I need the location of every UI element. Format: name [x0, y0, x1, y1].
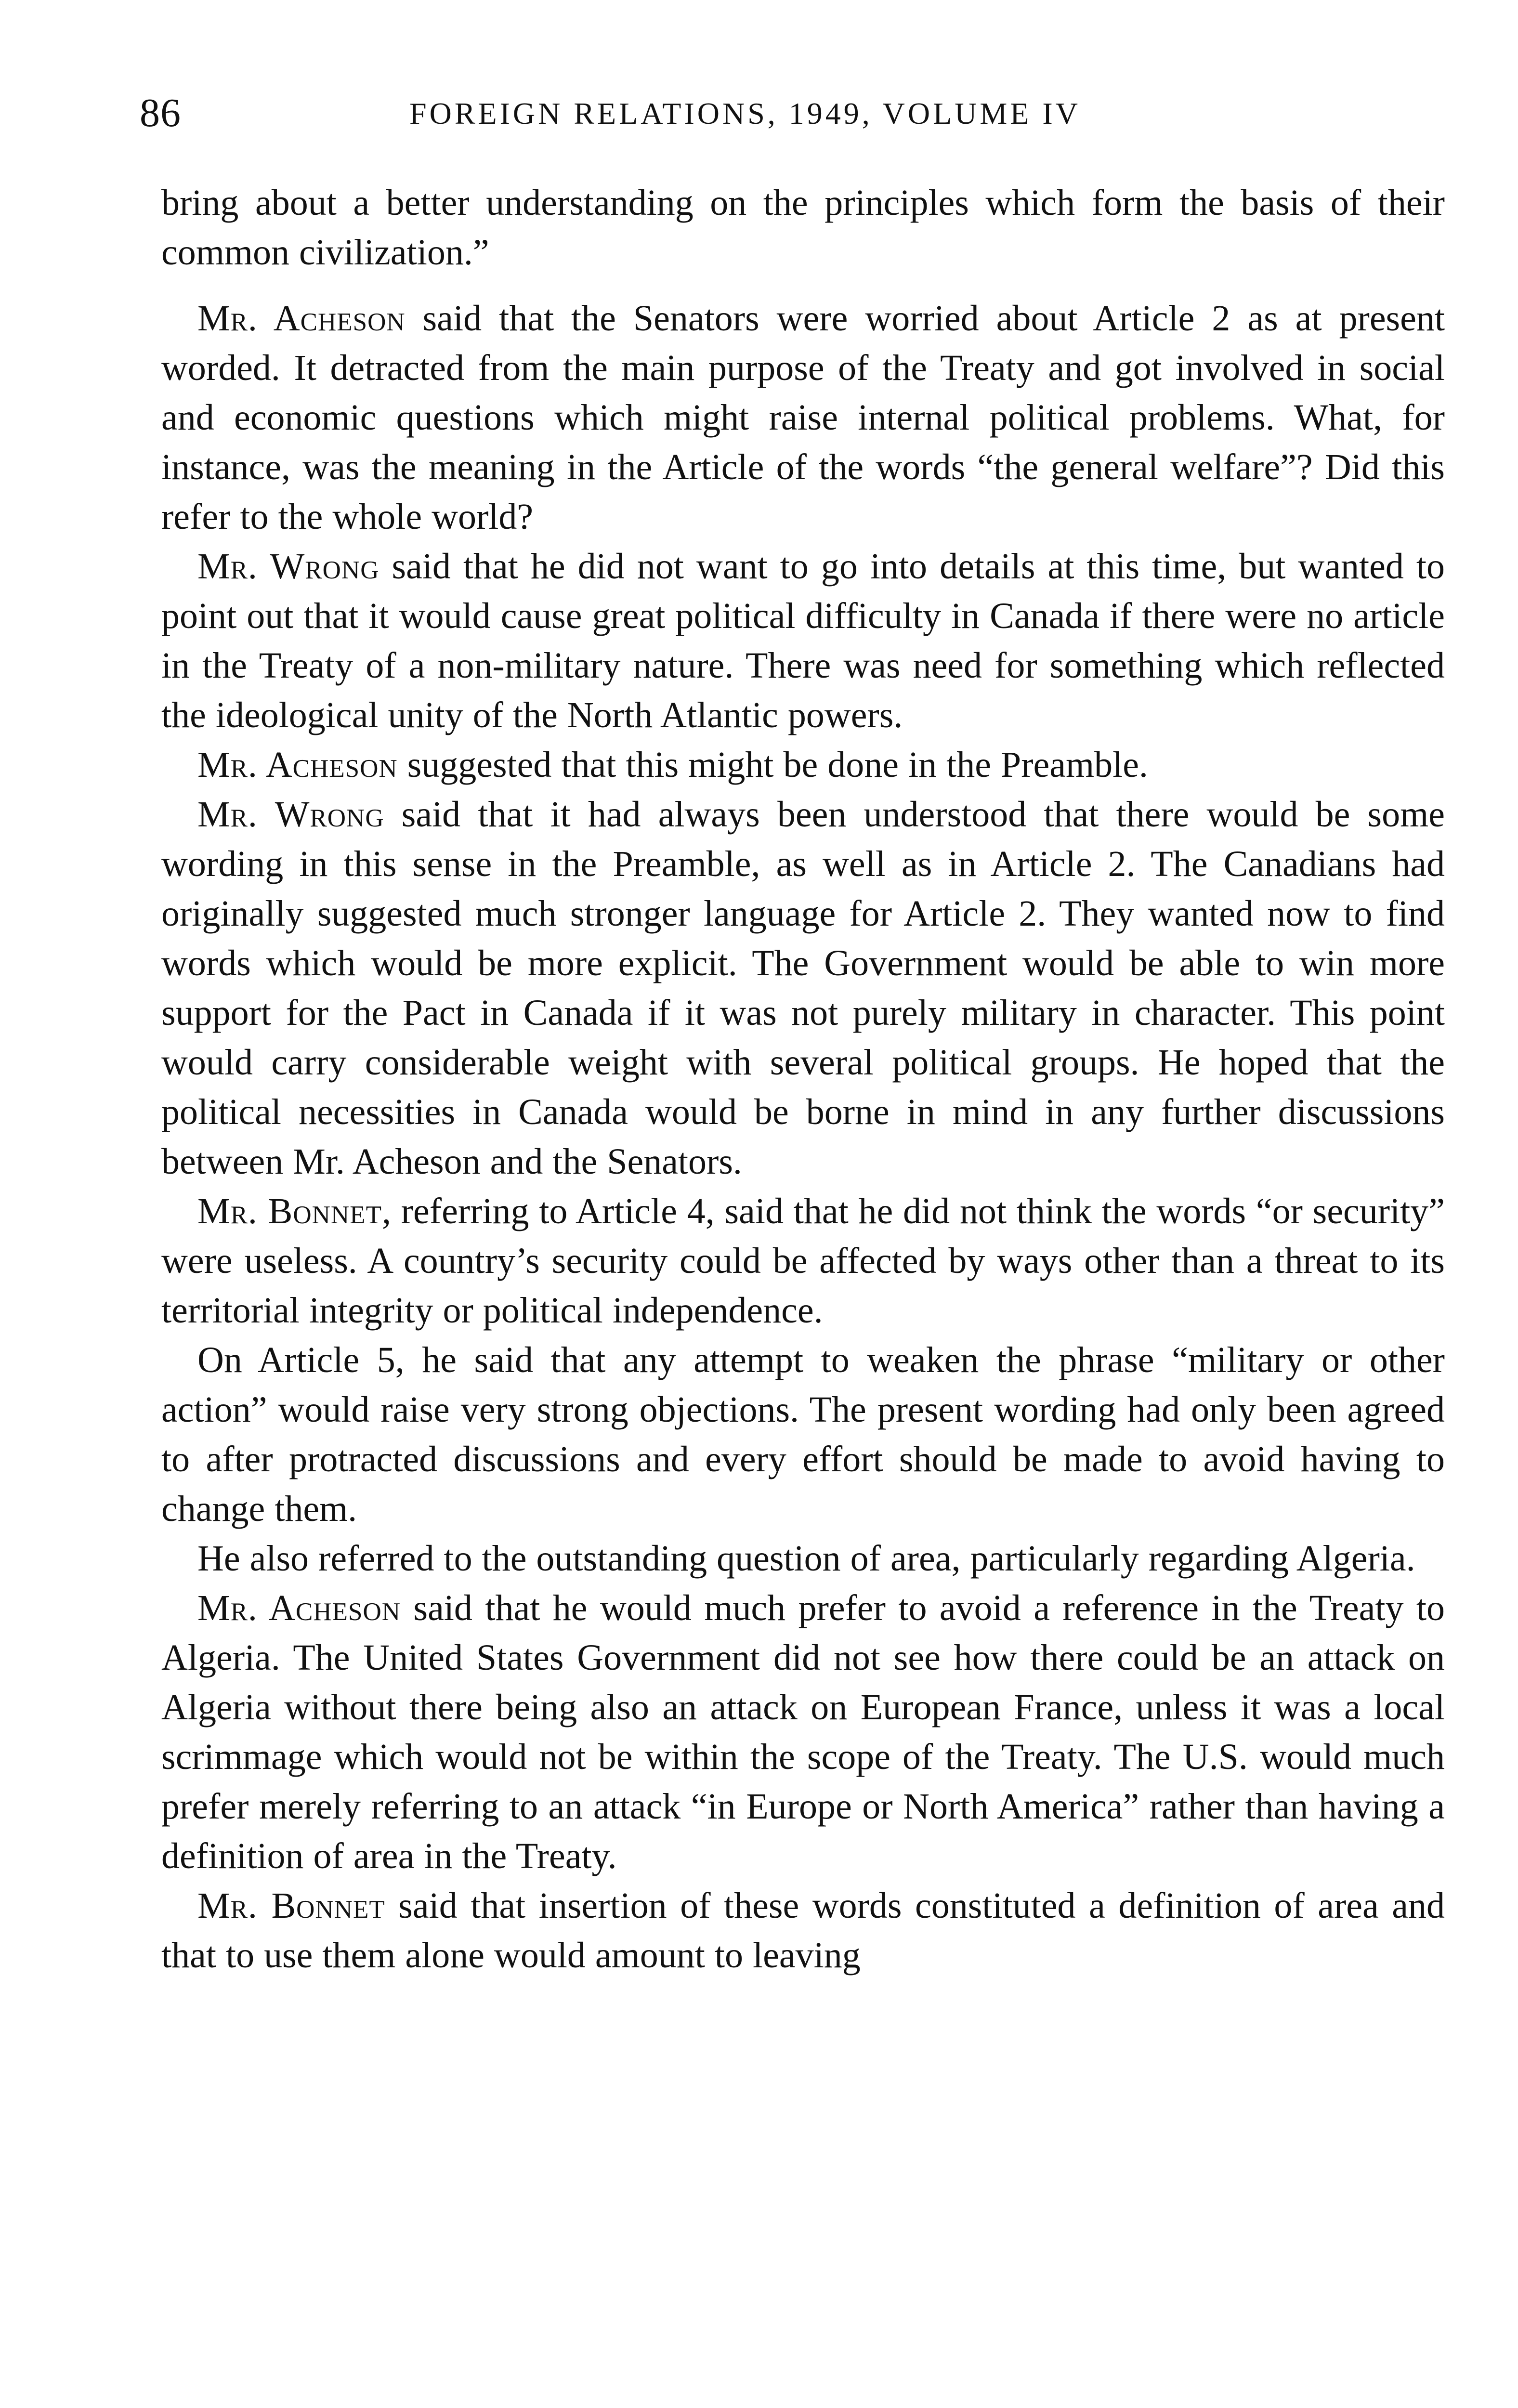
paragraph-6: [161, 1187, 1445, 1335]
paragraph-text: bring about a better understanding on the principles which form the basis of their common civilization.”: [161, 183, 1445, 273]
body-text: [161, 178, 1445, 1980]
running-header: [140, 89, 1440, 142]
speaker-name: Mr. Acheson: [197, 745, 398, 785]
speaker-name: Mr. Acheson: [197, 1588, 401, 1628]
paragraph-text: said that insertion of these words constituted a definition of area and that to use them alone would amount to leaving: [161, 1885, 1445, 1976]
paragraph-text: , referring to Article 4, said that he did not think the words “or security” were useless. A country’s security could be affected by ways other than a threat to its territorial integrity or political independence.: [161, 1191, 1445, 1331]
paragraph-8: [161, 1534, 1445, 1584]
page-number: 86: [140, 91, 181, 135]
speaker-name: Mr. Wrong: [197, 546, 380, 587]
paragraph-text: said that he would much prefer to avoid a reference in the Treaty to Algeria. The United States Government did not see how there could be an attack on Algeria without there being also an attack on European France, unless it was a local scrimmage which would not be within the scope of the Treaty. The U.S. would much prefer merely referring to an attack “in Europe or North America” rather than having a definition of area in the Treaty.: [161, 1588, 1445, 1876]
paragraph-text: said that he did not want to go into details at this time, but wanted to point out that it would cause great political difficulty in Canada if there were no article in the Treaty of a non-military nature. There was need for something which reflected the ideological unity of the North Atlantic powers.: [161, 546, 1445, 735]
paragraph-text: said that the Senators were worried about Article 2 as at present worded. It detracted from the main purpose of the Treaty and got involved in social and economic questions which might raise internal political problems. What, for instance, was the meaning in the Article of the words “the general welfare”? Did this refer to the whole world?: [161, 298, 1445, 537]
paragraph-text: On Article 5, he said that any attempt to weaken the phrase “military or other action” would raise very strong objections. The present wording had only been agreed to after protracted discussions and every effort should be made to avoid having to change them.: [161, 1340, 1445, 1529]
speaker-name: Mr. Bonnet: [197, 1885, 385, 1926]
speaker-name: Mr. Wrong: [197, 794, 384, 835]
paragraph-4: [161, 740, 1445, 790]
speaker-name: Mr. Bonnet: [197, 1191, 382, 1231]
paragraph-2: [161, 294, 1445, 542]
running-title: FOREIGN RELATIONS, 1949, VOLUME IV: [409, 96, 1081, 131]
paragraph-5: [161, 790, 1445, 1187]
paragraph-9: [161, 1584, 1445, 1881]
speaker-name: Mr. Acheson: [197, 298, 406, 339]
paragraph-1: [161, 178, 1445, 277]
paragraph-10: [161, 1881, 1445, 1980]
paragraph-text: He also referred to the outstanding question of area, particularly regarding Algeria.: [197, 1538, 1415, 1579]
paragraph-text: said that it had always been understood that there would be some wording in this sense in the Preamble, as well as in Article 2. The Canadians had originally suggested much stronger language for Article 2. They wanted now to find words which would be more explicit. The Government would be able to win more support for the Pact in Canada if it was not purely military in character. This point would carry considerable weight with several political groups. He hoped that the political necessities in Canada would be borne in mind in any further discussions between Mr. Acheson and the Senators.: [161, 794, 1445, 1182]
paragraph-3: [161, 542, 1445, 740]
paragraph-7: [161, 1335, 1445, 1534]
paragraph-text: suggested that this might be done in the Preamble.: [397, 745, 1148, 785]
